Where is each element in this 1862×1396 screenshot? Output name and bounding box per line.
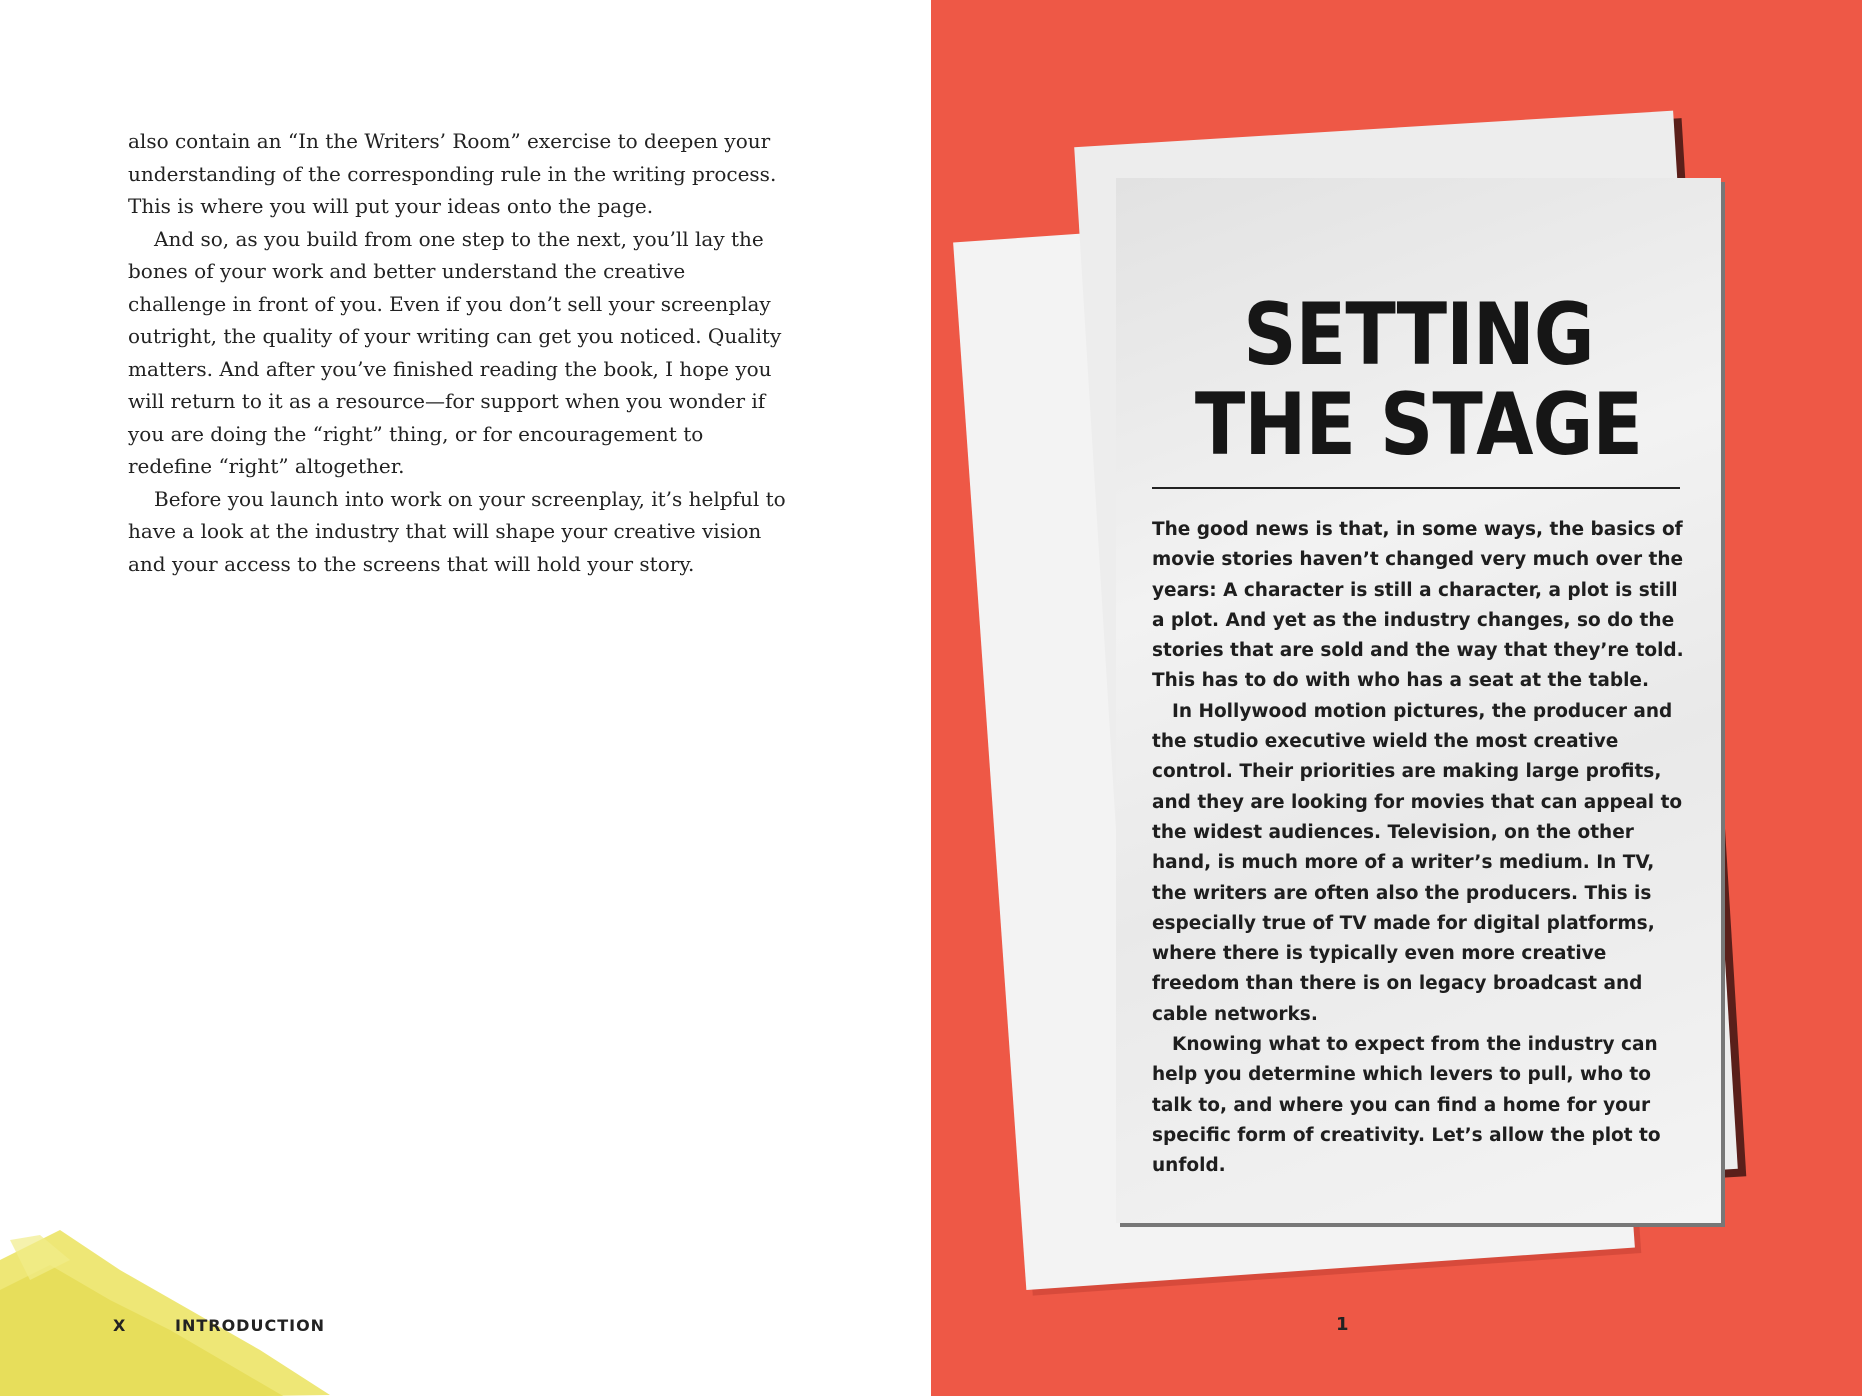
left-body-text bbox=[128, 125, 788, 580]
chapter-intro-text bbox=[1152, 515, 1692, 1182]
chapter-title-line-1: SETTING bbox=[1243, 285, 1594, 385]
right-paragraph-3: Knowing what to expect from the industry can help you determine which levers to pull, who to talk to, and where you can find a home for your specific form of creativity. Let’s allow the plot to unfold. bbox=[1152, 1034, 1661, 1177]
running-head: INTRODUCTION bbox=[175, 1316, 326, 1335]
title-rule bbox=[1152, 487, 1680, 489]
right-paragraph-2: In Hollywood motion pictures, the producer and the studio executive wield the most creative control. Their priorities are making large profits, and they are looking for movies that can appeal to the widest audiences. Television, on the other hand, is much more of a writer’s medium. In TV, the writers are often also the producers. This is especially true of TV made for digital platforms, where there is typically even more creative freedom than there is on legacy broadcast and cable networks. bbox=[1152, 700, 1683, 1025]
left-paragraph-1: also contain an “In the Writers’ Room” exercise to deepen your understanding of the corresponding rule in the writing process. This is where you will put your ideas onto the page. bbox=[128, 129, 777, 218]
yellow-paint-wash bbox=[0, 1230, 340, 1396]
left-paragraph-3: Before you launch into work on your screenplay, it’s helpful to have a look at the industry that will shape your creative vision and your access to the screens that will hold your story. bbox=[128, 486, 786, 576]
right-page bbox=[931, 0, 1862, 1396]
page-number-left: X bbox=[113, 1316, 126, 1335]
left-paragraph-2: And so, as you build from one step to the next, you’ll lay the bones of your work and better understand the creative challenge in front of you. Even if you don’t sell your screenplay outright, the quality of your writing can get you noticed. Quality matters. And after you’ve finished reading the book, I hope you will return to it as a resource—for support when you wonder if you are doing the “right” thing, or for encouragement to redefine “right” altogether. bbox=[128, 226, 782, 478]
chapter-title-line-2: THE STAGE bbox=[1194, 375, 1643, 475]
chapter-title bbox=[1158, 285, 1678, 475]
page-number-right: 1 bbox=[1336, 1314, 1349, 1335]
right-paragraph-1: The good news is that, in some ways, the basics of movie stories haven’t changed very much over the years: A character is still a character, a plot is still a plot. And yet as the industry changes, so do the stories that are sold and the way that they’re told. This has to do with who has a seat at the table. bbox=[1152, 519, 1684, 692]
